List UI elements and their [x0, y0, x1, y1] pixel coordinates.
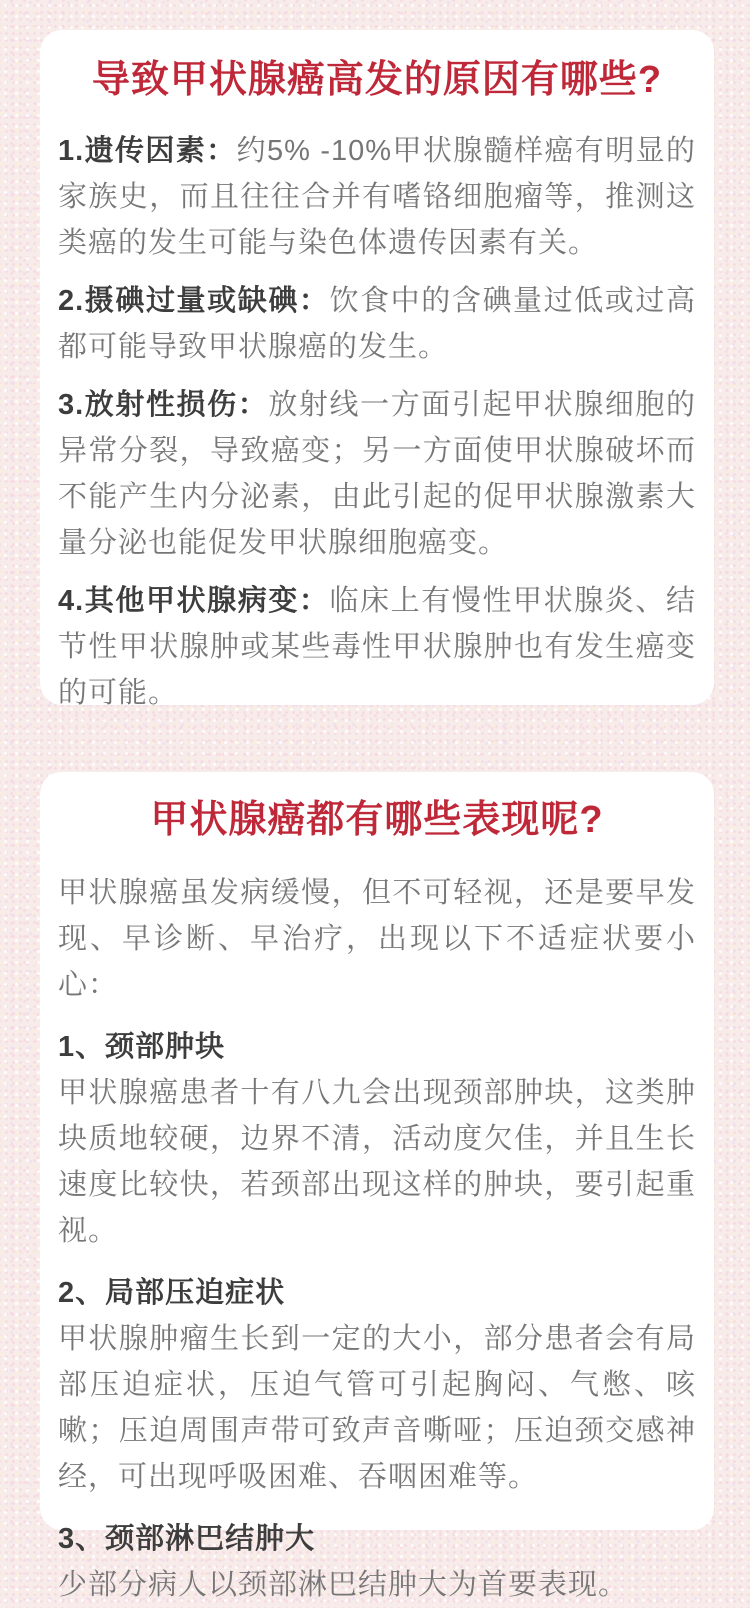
causes-card-title: 导致甲状腺癌高发的原因有哪些? — [91, 59, 663, 101]
card-thyroid-cancer-symptoms — [40, 772, 714, 1601]
symptom-text-neck-mass: 甲状腺癌患者十有八九会出现颈部肿块，这类肿块质地较硬，边界不清，活动度欠佳，并且生长速度比较快，若颈部出现这样的肿块，要引起重视。 — [58, 1077, 696, 1247]
causes-paragraph-2 — [58, 278, 696, 370]
symptom-heading-neck-mass: 1、颈部肿块 — [58, 1031, 226, 1063]
symptom-text-local-compression: 甲状腺肿瘤生长到一定的大小，部分患者会有局部压迫症状，压迫气管可引起胸闷、气憋、咳嗽；压迫周围声带可致声音嘶哑；压迫颈交感神经，可出现呼吸困难、吞咽困难等。 — [58, 1323, 696, 1493]
causes-paragraph-1-lead: 1.遗传因素： — [58, 135, 237, 167]
causes-paragraph-4 — [58, 578, 696, 716]
card-thyroid-cancer-causes — [40, 30, 714, 709]
causes-paragraph-3-text: 放射线一方面引起甲状腺细胞的异常分裂，导致癌变；另一方面使甲状腺破坏而不能产生内分泌素，由此引起的促甲状腺激素大量分泌也能促发甲状腺细胞癌变。 — [58, 389, 696, 559]
causes-paragraph-1-text: 约5% -10%甲状腺髓样癌有明显的家族史，而且往往合并有嗜铬细胞瘤等，推测这类癌的发生可能与染色体遗传因素有关。 — [58, 135, 697, 259]
causes-paragraph-2-lead: 2.摄碘过量或缺碘： — [58, 285, 330, 317]
causes-paragraph-4-lead: 4.其他甲状腺病变： — [58, 585, 330, 617]
symptom-heading-lymph-node: 3、颈部淋巴结肿大 — [58, 1523, 316, 1555]
causes-paragraph-1 — [58, 128, 696, 266]
causes-paragraph-2-text: 饮食中的含碘量过低或过高都可能导致甲状腺癌的发生。 — [58, 285, 696, 363]
symptom-text-lymph-node: 少部分病人以颈部淋巴结肿大为首要表现。 — [58, 1569, 629, 1601]
symptoms-card-title: 甲状腺癌都有哪些表现呢? — [150, 799, 604, 841]
symptoms-intro: 甲状腺癌虽发病缓慢，但不可轻视，还是要早发现、早诊断、早治疗，出现以下不适症状要小心： — [58, 877, 696, 1001]
causes-paragraph-3-lead: 3.放射性损伤： — [58, 389, 269, 421]
causes-paragraph-3 — [58, 382, 696, 566]
causes-paragraph-4-text: 临床上有慢性甲状腺炎、结节性甲状腺肿或某些毒性甲状腺肿也有发生癌变的可能。 — [58, 585, 696, 709]
symptom-heading-local-compression: 2、局部压迫症状 — [58, 1277, 286, 1309]
